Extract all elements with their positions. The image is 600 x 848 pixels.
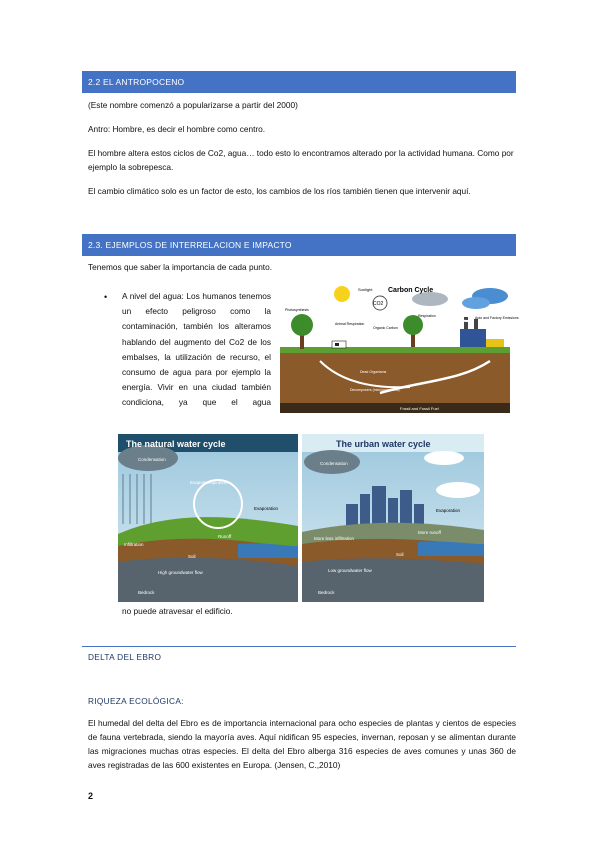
water-cycle-figure bbox=[118, 434, 484, 602]
subheading-riqueza: RIQUEZA ECOLÓGICA: bbox=[88, 696, 184, 706]
page-number: 2 bbox=[88, 791, 94, 801]
svg-text:Evaporation: Evaporation bbox=[436, 508, 461, 513]
svg-text:High groundwater flow: High groundwater flow bbox=[158, 570, 203, 575]
svg-text:Evaporation: Evaporation bbox=[254, 506, 279, 511]
svg-text:Low groundwater flow: Low groundwater flow bbox=[328, 568, 372, 573]
svg-text:Fossil and Fossil Fuel: Fossil and Fossil Fuel bbox=[400, 406, 439, 411]
cow-icon bbox=[332, 341, 346, 348]
paragraph-delta-ebro: El humedal del delta del Ebro es de importancia internacional para ocho especies de plantas y cientos de especies de fauna vertebrada, siendo la mayoría aves. Aquí nidifican 95 especies, invernan, reposan y se alimentan durante las migraciones muchas otras especies. El delta del Ebro alberga 316 especies de aves comunes y unas 360 de aves registradas de las 600 existentes en Europa. (Jensen, C.,2010) bbox=[88, 718, 516, 770]
paragraph-cambio-climatico: El cambio climático solo es un factor de esto, los cambios de los ríos también tienen que intervenir aquí. bbox=[88, 186, 471, 196]
svg-text:Runoff: Runoff bbox=[218, 534, 232, 539]
svg-text:Bedrock: Bedrock bbox=[138, 590, 155, 595]
bullet-marker: • bbox=[104, 292, 108, 302]
svg-text:Evapotranspiration: Evapotranspiration bbox=[190, 480, 228, 485]
svg-text:Condensation: Condensation bbox=[320, 461, 348, 466]
paragraph-ciclos: El hombre altera estos ciclos de Co2, agua… todo esto lo encontramos alterado por la actividad humana. Como por ejemplo la sobrepesca. bbox=[88, 148, 514, 172]
paragraph-importancia: Tenemos que saber la importancia de cada punto. bbox=[88, 262, 273, 272]
carbon-cycle-figure bbox=[280, 281, 519, 413]
section-heading-antropoceno: 2.2 EL ANTROPOCENO bbox=[82, 71, 516, 93]
svg-text:More less infiltration: More less infiltration bbox=[314, 536, 355, 541]
svg-text:Dead Organisms: Dead Organisms bbox=[360, 370, 387, 374]
svg-text:Soil: Soil bbox=[396, 552, 404, 557]
urban-cycle-title: The urban water cycle bbox=[336, 439, 431, 449]
section-heading-ejemplos: 2.3. EJEMPLOS DE INTERRELACION E IMPACTO bbox=[82, 234, 516, 256]
svg-text:Organic Carbon: Organic Carbon bbox=[373, 326, 398, 330]
svg-text:Infiltration: Infiltration bbox=[124, 542, 144, 547]
svg-text:Sunlight: Sunlight bbox=[358, 287, 373, 292]
svg-text:Respiration: Respiration bbox=[418, 314, 436, 318]
divider-line bbox=[82, 646, 516, 647]
svg-text:More runoff: More runoff bbox=[418, 530, 441, 535]
carbon-cycle-title: Carbon Cycle bbox=[388, 287, 434, 294]
svg-text:Condensation: Condensation bbox=[138, 457, 166, 462]
sun-icon bbox=[334, 286, 350, 302]
natural-cycle-title: The natural water cycle bbox=[126, 439, 226, 449]
svg-text:Auto and Factory Emissions: Auto and Factory Emissions bbox=[475, 316, 519, 320]
svg-text:CO2: CO2 bbox=[373, 301, 384, 307]
svg-text:Decomposers (microorganisms): Decomposers (microorganisms) bbox=[350, 388, 400, 392]
bullet-agua-text: A nivel del agua: Los humanos tenemos un efecto peligroso como la contaminación, también los alteramos hablando del augmento del Co2 de los embalses, la utilización de recurso, el consumo de agua para por ejemplo la energía. Vivir en una ciudad también condiciona, ya que el agua bbox=[122, 291, 271, 408]
paragraph-intro: (Este nombre comenzó a popularizarse a partir del 2000) bbox=[88, 100, 298, 110]
section-heading-delta: DELTA DEL EBRO bbox=[88, 652, 162, 662]
svg-text:Bedrock: Bedrock bbox=[318, 590, 335, 595]
svg-text:Soil: Soil bbox=[188, 554, 196, 559]
svg-text:Photosynthesis: Photosynthesis bbox=[285, 308, 309, 312]
svg-text:Animal Respiration: Animal Respiration bbox=[335, 322, 365, 326]
bullet-continuation: no puede atravesar el edificio. bbox=[122, 606, 233, 616]
paragraph-antro: Antro: Hombre, es decir el hombre como centro. bbox=[88, 124, 266, 134]
truck-icon bbox=[486, 339, 504, 347]
